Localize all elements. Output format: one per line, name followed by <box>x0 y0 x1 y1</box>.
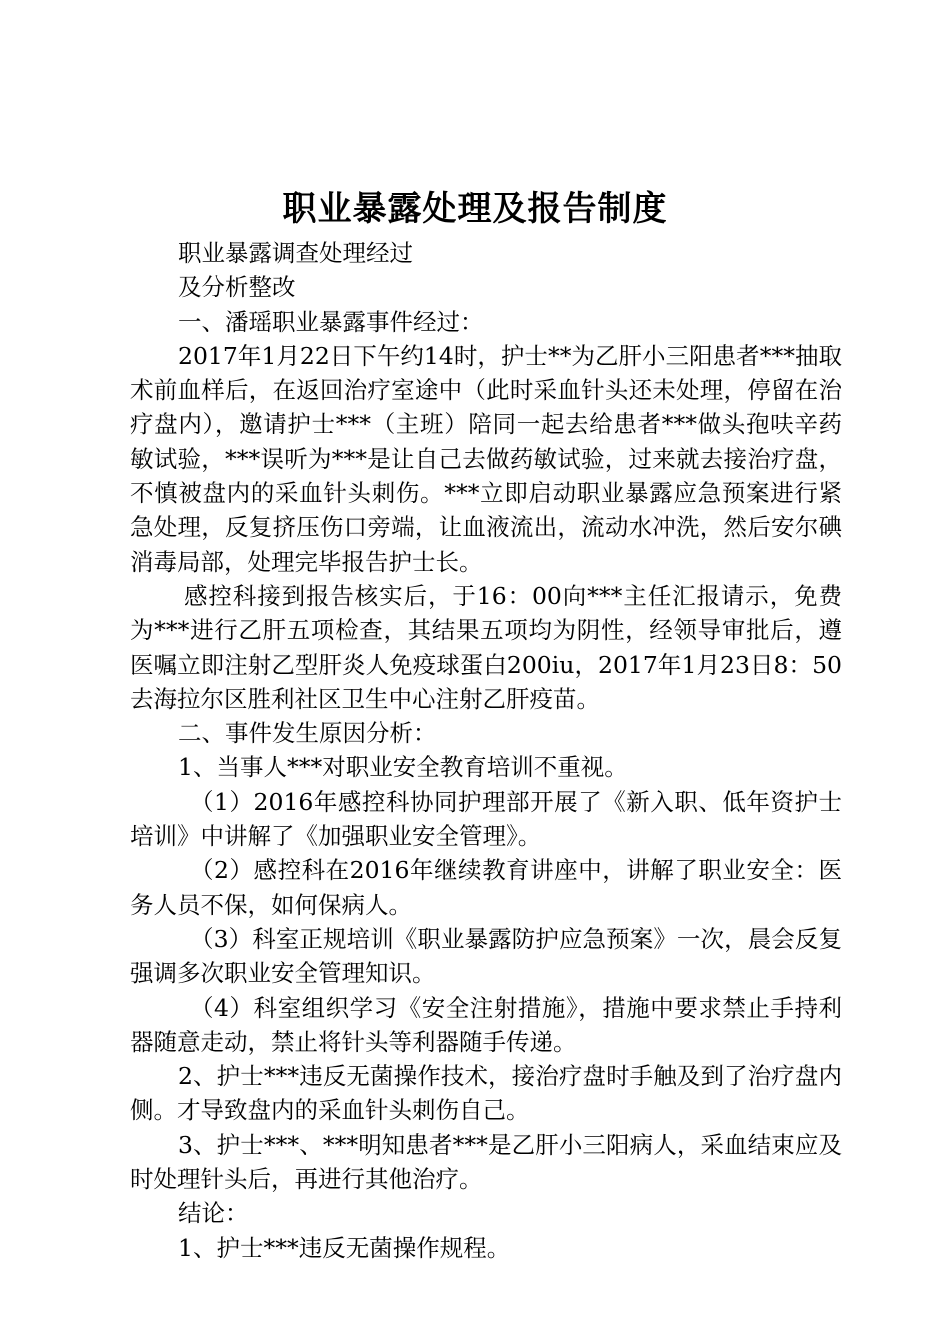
document-body <box>130 236 842 1265</box>
paragraph: 及分析整改 <box>178 273 296 302</box>
paragraph: 2017年1月22日下午约14时，护士**为乙肝小三阳患者***抽取术前血样后，在返回治疗室途中（此时采血针头还未处理，停留在治疗盘内），邀请护士***（主班）陪同一起去给患者***做头孢呋辛药敏试验，***误听为***是让自己去做药敏试验，过来就去接治疗盘，不慎被盘内的采血针头刺伤。***立即启动职业暴露应急预案进行紧急处理，反复挤压伤口旁端，让血液流出，流动水冲洗，然后安尔碘消毒局部，处理完毕报告护士长。 <box>130 341 842 576</box>
paragraph: 结论： <box>178 1199 249 1228</box>
paragraph: 1、当事人***对职业安全教育培训不重视。 <box>178 753 628 782</box>
paragraph: 3、护士***、***明知患者***是乙肝小三阳病人，采血结束应及时处理针头后，再进行其他治疗。 <box>130 1130 842 1194</box>
paragraph: （2）感控科在2016年继续教育讲座中，讲解了职业安全：医务人员不保，如何保病人。 <box>130 856 842 919</box>
paragraph: （4）科室组织学习《安全注射措施》，措施中要求禁止手持利器随意走动，禁止将针头等利器随手传递。 <box>130 993 842 1056</box>
document-title: 职业暴露处理及报告制度 <box>282 189 668 229</box>
paragraph: 2、护士***违反无菌操作技术，接治疗盘时手触及到了治疗盘内侧。才导致盘内的采血针头刺伤自己。 <box>130 1062 842 1125</box>
paragraph: 职业暴露调查处理经过 <box>178 239 413 267</box>
paragraph: 1、护士***违反无菌操作规程。 <box>178 1233 511 1262</box>
paragraph: 二、事件发生原因分析： <box>178 719 437 748</box>
paragraph: （1）2016年感控科协同护理部开展了《新入职、低年资护士培训》中讲解了《加强职业安全管理》。 <box>130 787 842 851</box>
paragraph: 感控科接到报告核实后，于16：00向***主任汇报请示，免费为***进行乙肝五项检查，其结果五项均为阴性，经领导审批后，遵医嘱立即注射乙型肝炎人免疫球蛋白200iu，2017年1月23日8：50去海拉尔区胜利社区卫生中心注射乙肝疫苗。 <box>130 581 842 713</box>
paragraph: （3）科室正规培训《职业暴露防护应急预案》一次，晨会反复强调多次职业安全管理知识。 <box>130 924 842 988</box>
paragraph: 一、潘瑶职业暴露事件经过： <box>178 307 484 336</box>
